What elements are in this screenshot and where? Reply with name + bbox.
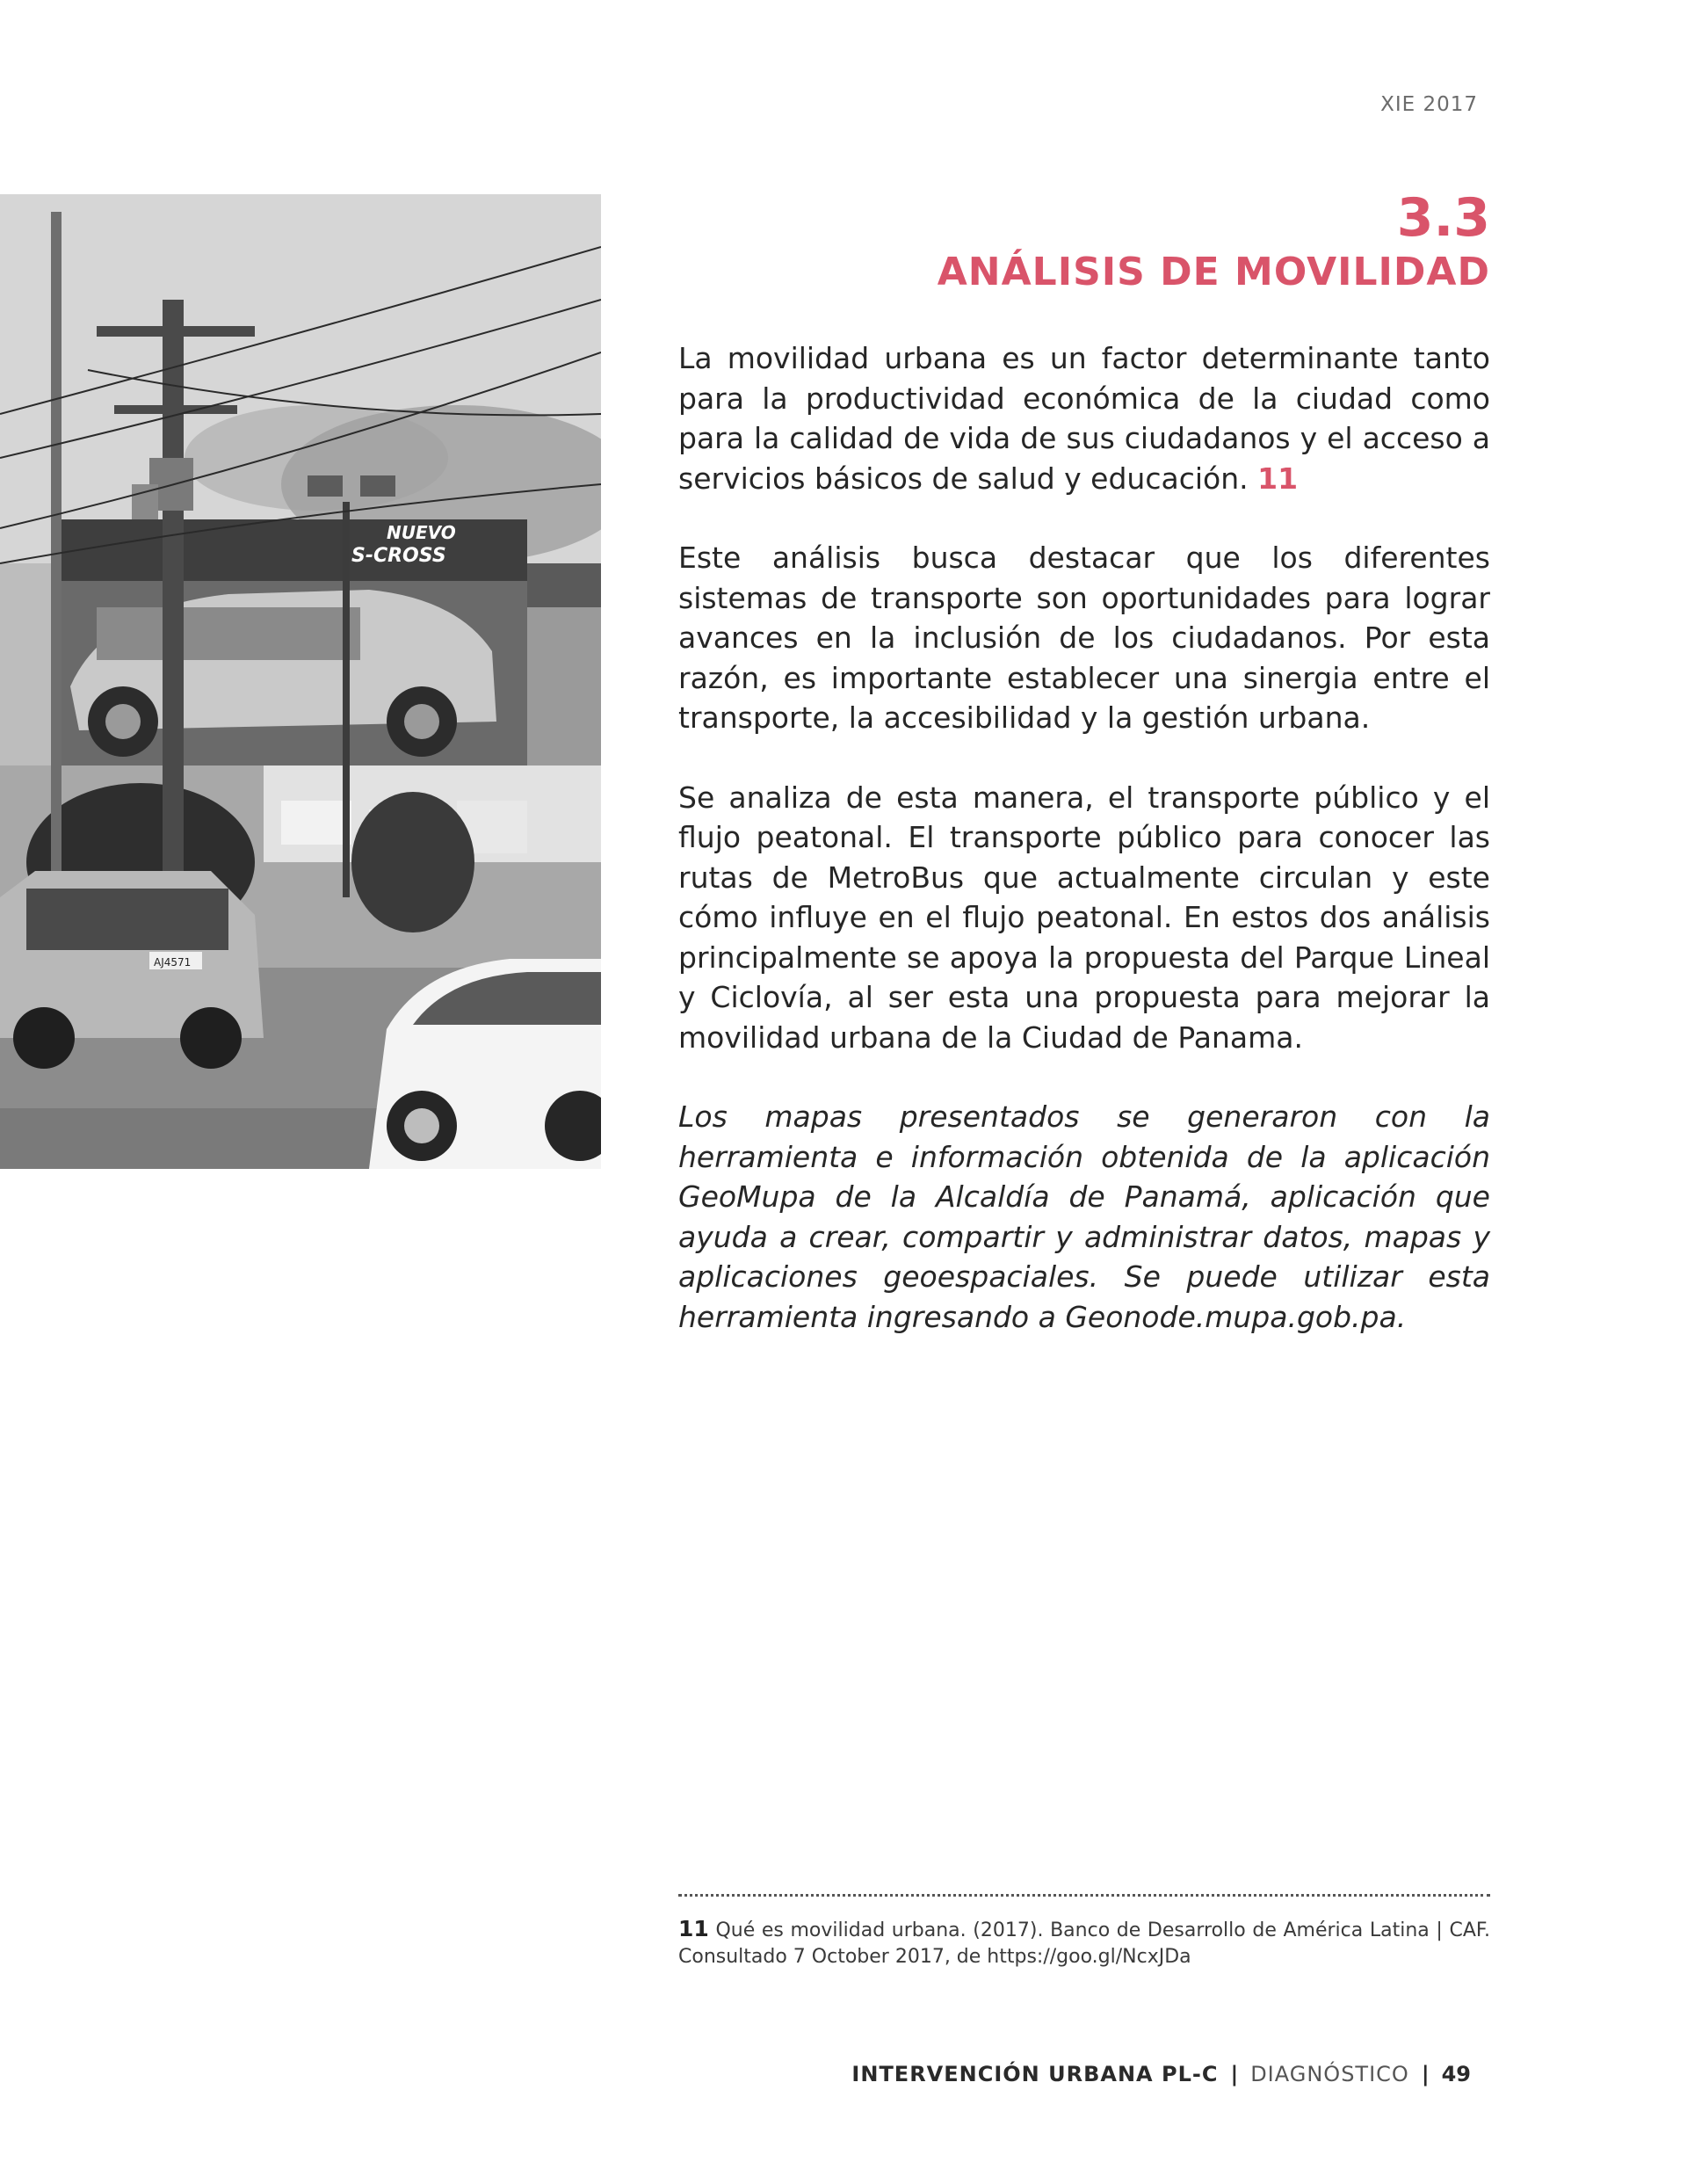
section-title: ANÁLISIS DE MOVILIDAD: [937, 250, 1490, 294]
footnote-text: Qué es movilidad urbana. (2017). Banco de Desarrollo de América Latina | CAF. Consultado 7 October 2017, de https://goo.gl/NcxJDa: [678, 1919, 1490, 1968]
paragraph-2: Este análisis busca destacar que los diferentes sistemas de transporte son oportunidades para lograr avances en la inclusión de los ciudadanos. Por esta razón, es importante establecer una sinergia entre el transporte, la accesibilidad y la gestión urbana.: [678, 541, 1490, 735]
paragraph-1: [678, 338, 1490, 498]
header-tag: XIE 2017: [1380, 93, 1478, 116]
footer-separator-2: |: [1421, 2062, 1430, 2086]
section-number: 3.3: [1396, 187, 1490, 249]
paragraph-4: Los mapas presentados se generaron con la herramienta e información obtenida de la aplicación GeoMupa de la Alcaldía de Panamá, aplicación que ayuda a crear, compartir y administrar datos, mapas y aplicaciones geoespaciales. Se puede utilizar esta herramienta ingresando a Geonode.mupa.gob.pa.: [678, 1099, 1490, 1334]
paragraph-1-text: La movilidad urbana es un factor determinante tanto para la productividad económica de la ciudad como para la calidad de vida de sus ciudadanos y el acceso a servicios básicos de salud y educación.: [678, 341, 1490, 496]
body-text: [678, 338, 1490, 1376]
footnote: [678, 1916, 1490, 1970]
billboard-text-1: NUEVO: [387, 522, 456, 543]
street-scene-image: [0, 194, 601, 1169]
billboard-text-2: S-CROSS: [351, 545, 446, 567]
paragraph-3: Se analiza de esta manera, el transporte público y el flujo peatonal. El transporte público para conocer las rutas de MetroBus que actualmente circulan y este cómo influye en el flujo peatonal. En estos dos análisis principalmente se apoya la propuesta del Parque Lineal y Ciclovía, al ser esta una propuesta para mejorar la movilidad urbana de la Ciudad de Panama.: [678, 780, 1490, 1055]
footnote-ref[interactable]: 11: [1257, 461, 1299, 496]
footer-separator-1: |: [1230, 2062, 1239, 2086]
car-plate: AJ4571: [154, 956, 192, 969]
footnote-number: 11: [678, 1916, 709, 1941]
page-footer: [851, 2062, 1471, 2086]
street-photo: [0, 194, 601, 1169]
footer-section: DIAGNÓSTICO: [1250, 2062, 1409, 2086]
page-number: 49: [1441, 2062, 1471, 2086]
footnote-divider: [678, 1894, 1490, 1897]
footer-document-title: INTERVENCIÓN URBANA PL-C: [851, 2062, 1219, 2086]
